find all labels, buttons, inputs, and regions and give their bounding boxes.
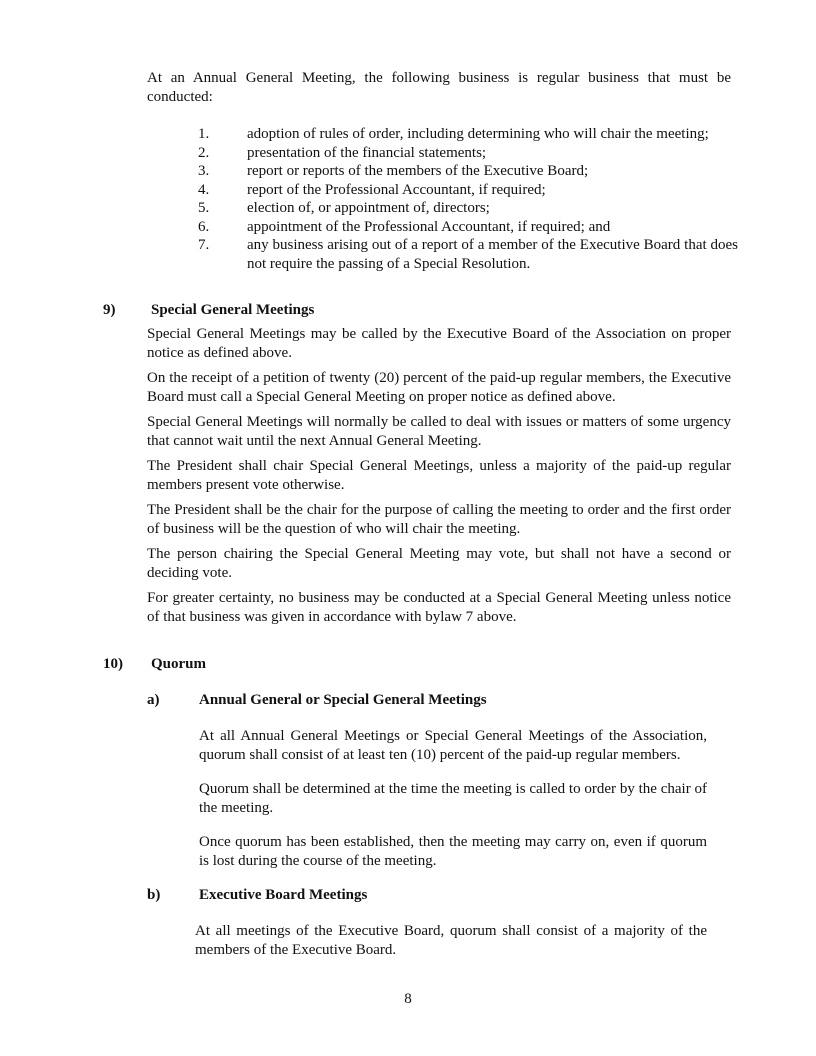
list-item-number: 5. — [198, 200, 210, 216]
subsection-a-letter: a) — [147, 692, 160, 708]
list-item — [198, 144, 738, 163]
paragraph: Once quorum has been established, then the meeting may carry on, even if quorum is lost during the course of the meeting. — [199, 834, 707, 869]
list-item-text: adoption of rules of order, including determining who will chair the meeting; — [247, 126, 709, 142]
paragraph: Quorum shall be determined at the time the meeting is called to order by the chair of the meeting. — [199, 781, 707, 816]
paragraph: At all meetings of the Executive Board, quorum shall consist of a majority of the members of the Executive Board. — [195, 923, 707, 958]
section-9-heading: Special General Meetings — [151, 302, 315, 318]
subsection-b-heading: Executive Board Meetings — [199, 887, 368, 903]
list-item-text: report of the Professional Accountant, if required; — [247, 181, 546, 198]
agm-business-list — [198, 125, 738, 273]
section-9-number: 9) — [103, 302, 116, 318]
paragraph: Special General Meetings will normally be called to deal with issues or matters of some urgency that cannot wait until the next Annual General Meeting. — [147, 414, 731, 449]
section-10-heading: Quorum — [151, 656, 207, 672]
list-item-text: report or reports of the members of the Executive Board; — [247, 163, 589, 179]
list-item-number: 3. — [198, 163, 210, 179]
list-item-text: any business arising out of a report of a member of the Executive Board that does not require the passing of a Special Resolution. — [247, 237, 738, 272]
list-item-number: 2. — [198, 144, 210, 161]
list-item-text: presentation of the financial statements; — [247, 144, 487, 161]
list-item — [198, 218, 738, 237]
subsection-a-heading: Annual General or Special General Meetings — [199, 692, 487, 708]
list-item-text: appointment of the Professional Accountant, if required; and — [247, 218, 611, 235]
list-item — [198, 162, 738, 181]
paragraph: The President shall chair Special General Meetings, unless a majority of the paid-up regular members present vote otherwise. — [147, 458, 731, 493]
paragraph: The President shall be the chair for the purpose of calling the meeting to order and the first order of business will be the question of who will chair the meeting. — [147, 502, 731, 537]
section-10-number: 10) — [103, 656, 123, 672]
list-item-number: 6. — [198, 218, 210, 235]
subsection-b-body — [195, 922, 707, 975]
list-item-number: 7. — [198, 237, 210, 253]
section-9-body — [147, 325, 731, 633]
list-item — [198, 181, 738, 200]
list-item — [198, 236, 738, 273]
paragraph: On the receipt of a petition of twenty (20) percent of the paid-up regular members, the Executive Board must call a Special General Meeting on proper notice as defined above. — [147, 370, 731, 405]
subsection-a-body — [199, 727, 707, 886]
list-item — [198, 199, 738, 218]
paragraph: The person chairing the Special General Meeting may vote, but shall not have a second or deciding vote. — [147, 546, 731, 581]
subsection-b-letter: b) — [147, 887, 161, 903]
agm-intro-paragraph: At an Annual General Meeting, the following business is regular business that must be conducted: — [147, 70, 731, 105]
list-item — [198, 125, 738, 144]
list-item-number: 1. — [198, 126, 210, 142]
paragraph: For greater certainty, no business may be conducted at a Special General Meeting unless notice of that business was given in accordance with bylaw 7 above. — [147, 590, 731, 625]
list-item-number: 4. — [198, 181, 210, 198]
list-item-text: election of, or appointment of, directors; — [247, 200, 490, 216]
paragraph: Special General Meetings may be called by the Executive Board of the Association on proper notice as defined above. — [147, 326, 731, 361]
page-number: 8 — [404, 991, 412, 1007]
paragraph: At all Annual General Meetings or Special General Meetings of the Association, quorum shall consist of at least ten (10) percent of the paid-up regular members. — [199, 728, 707, 763]
